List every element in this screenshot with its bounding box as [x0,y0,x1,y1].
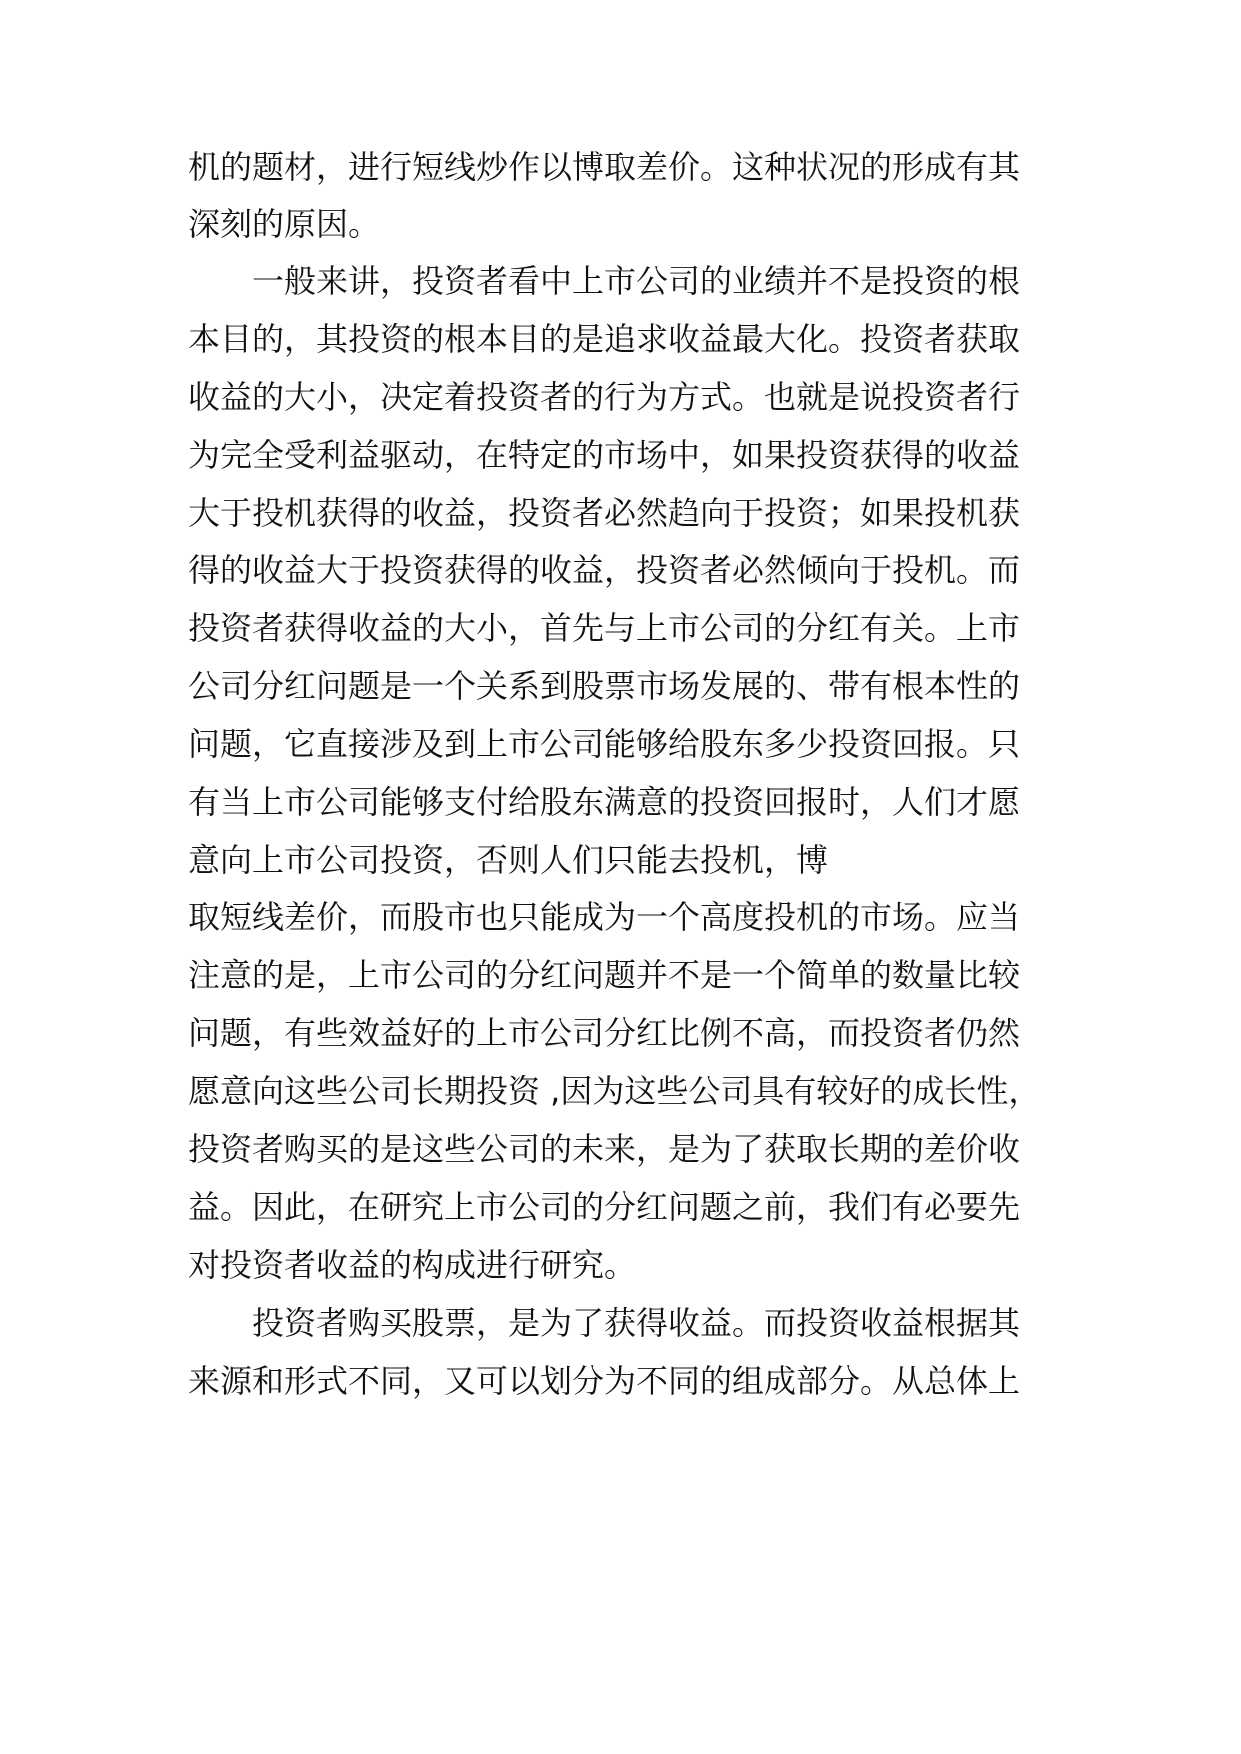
text-line-11: 问题，它直接涉及到上市公司能够给股东多少投资回报。只 [188,725,1021,763]
text-line-10: 公司分红问题是一个关系到股票市场发展的、带有根本性的 [188,667,1021,705]
text-line-16: 问题，有些效益好的上市公司分红比例不高，而投资者仍然 [188,1014,1021,1052]
text-line-13: 意向上市公司投资，否则人们只能去投机，博 [188,841,829,879]
text-line-9: 投资者获得收益的大小，首先与上市公司的分红有关。上市 [188,609,1021,647]
text-line-6: 为完全受利益驱动，在特定的市场中，如果投资获得的收益 [188,436,1021,474]
text-line-19: 益。因此，在研究上市公司的分红问题之前，我们有必要先 [188,1188,1021,1226]
text-line-18: 投资者购买的是这些公司的未来，是为了获取长期的差价收 [188,1130,1021,1168]
text-line-1: 机的题材，进行短线炒作以博取差价。这种状况的形成有其 [188,148,1021,186]
text-line-20: 对投资者收益的构成进行研究。 [188,1246,637,1284]
text-line-7: 大于投机获得的收益，投资者必然趋向于投资；如果投机获 [188,494,1021,532]
text-line-22: 来源和形式不同，又可以划分为不同的组成部分。从总体上 [188,1362,1021,1400]
text-line-12: 有当上市公司能够支付给股东满意的投资回报时，人们才愿 [188,783,1021,821]
text-line-4: 本目的，其投资的根本目的是追求收益最大化。投资者获取 [188,320,1021,358]
text-line-5: 收益的大小，决定着投资者的行为方式。也就是说投资者行 [188,378,1021,416]
text-line-2: 深刻的原因。 [188,205,381,243]
text-line-17: 愿意向这些公司长期投资 ,因为这些公司具有较好的成长性， [188,1072,1041,1110]
text-line-14: 取短线差价，而股市也只能成为一个高度投机的市场。应当 [188,898,1021,936]
paragraph-first-line: 投资者购买股票，是为了获得收益。而投资收益根据其 [252,1304,1021,1342]
text-line-8: 得的收益大于投资获得的收益，投资者必然倾向于投机。而 [188,551,1021,589]
paragraph-first-line: 一般来讲，投资者看中上市公司的业绩并不是投资的根 [252,262,1021,300]
text-line-15: 注意的是，上市公司的分红问题并不是一个简单的数量比较 [188,956,1021,994]
